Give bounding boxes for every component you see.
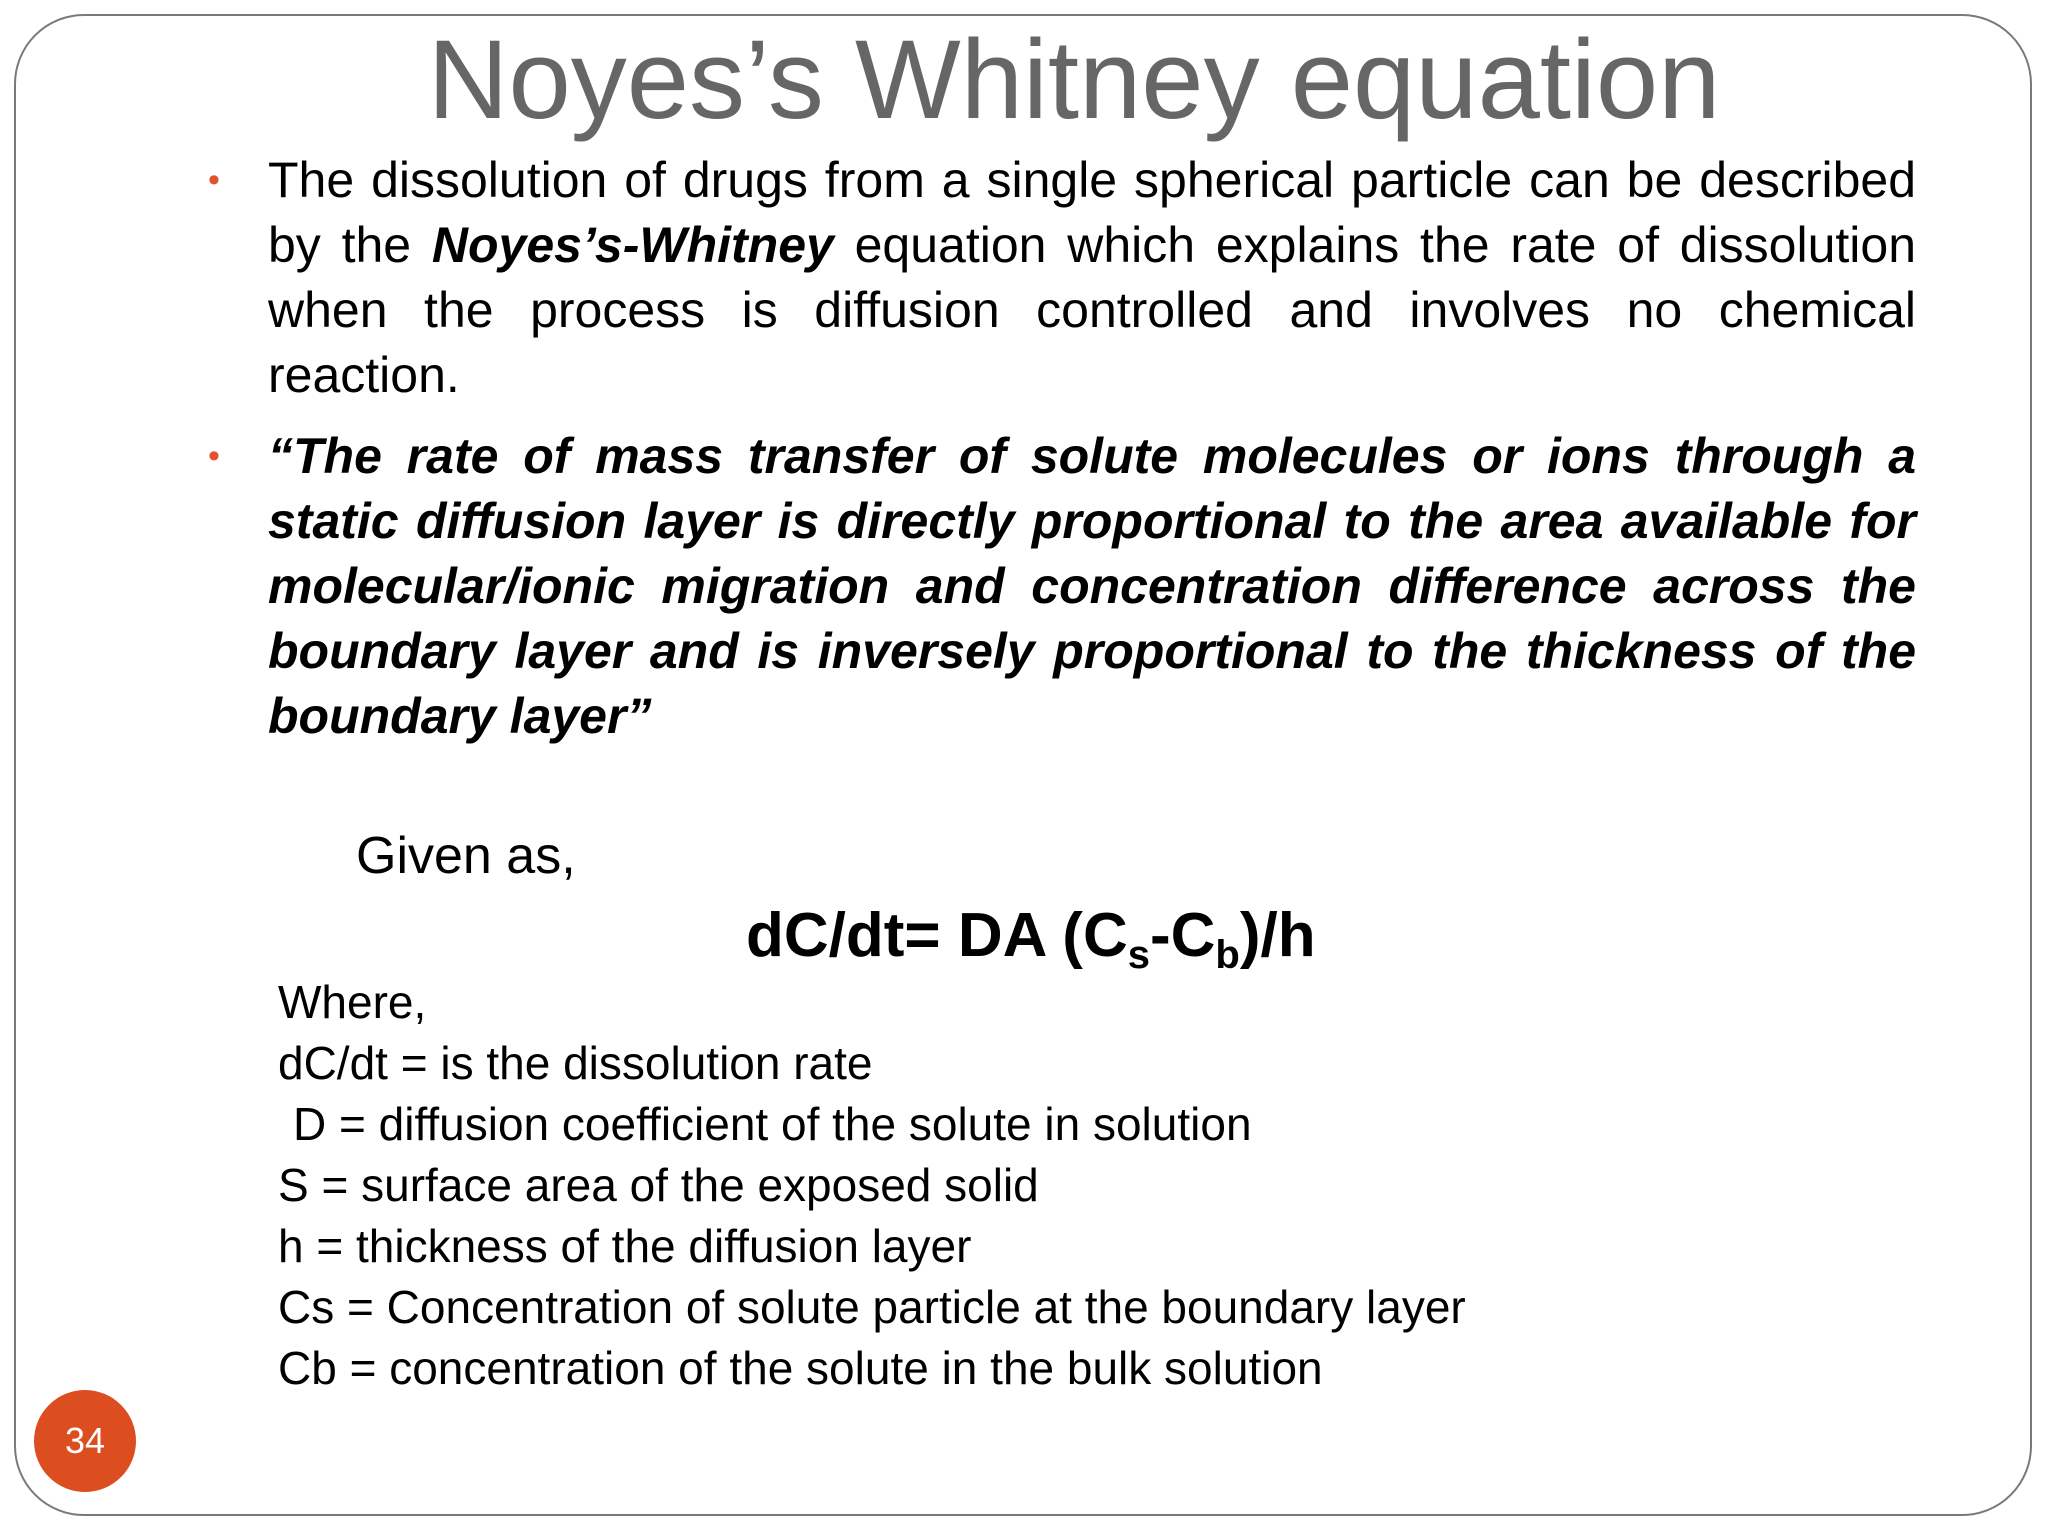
bullet-text-before: The dissolution of drugs from a single spherical particle can be described by the [268, 152, 1916, 273]
equation [746, 896, 1316, 976]
bullet-icon: • [208, 161, 220, 199]
definitions-list [278, 972, 1466, 1399]
equation-sub-s: s [1127, 933, 1150, 977]
equation-suffix: )/h [1239, 901, 1316, 970]
bullet-icon: • [208, 437, 220, 475]
bullet-emphasis: Noyes’s-Whitney [431, 217, 834, 273]
definition-line: Cb = concentration of the solute in the bulk solution [278, 1342, 1323, 1394]
equation-mid: -C [1149, 901, 1216, 970]
equation-sub-b: b [1215, 933, 1240, 977]
definition-line: D = diffusion coefficient of the solute in solution [293, 1098, 1252, 1150]
definition-line: dC/dt = is the dissolution rate [278, 1037, 873, 1089]
definition-line: h = thickness of the diffusion layer [278, 1220, 972, 1272]
definition-line: Where, [278, 976, 427, 1028]
definition-line: Cs = Concentration of solute particle at the boundary layer [278, 1281, 1466, 1333]
given-label: Given as, [356, 827, 576, 885]
bullet-text-after: equation which explains the rate of dissolution when the process is diffusion controlled and involves no chemical reaction. [268, 217, 1916, 403]
equation-prefix: dC/dt= DA (C [746, 901, 1128, 970]
bullet-quote: “The rate of mass transfer of solute molecules or ions through a static diffusion layer is directly proportional to the area available for molecular/ionic migration and concentration difference across the boundary layer and is inversely proportional to the thickness of the boundary layer” [268, 428, 1916, 744]
bullet-item-quote [208, 424, 1916, 749]
bullet-item-dissolution [208, 148, 1916, 408]
bullet-list [208, 148, 1916, 749]
definition-line: S = surface area of the exposed solid [278, 1159, 1039, 1211]
page-number-badge: 34 [34, 1390, 136, 1492]
slide-title: Noyes’s Whitney equation [427, 17, 1721, 142]
